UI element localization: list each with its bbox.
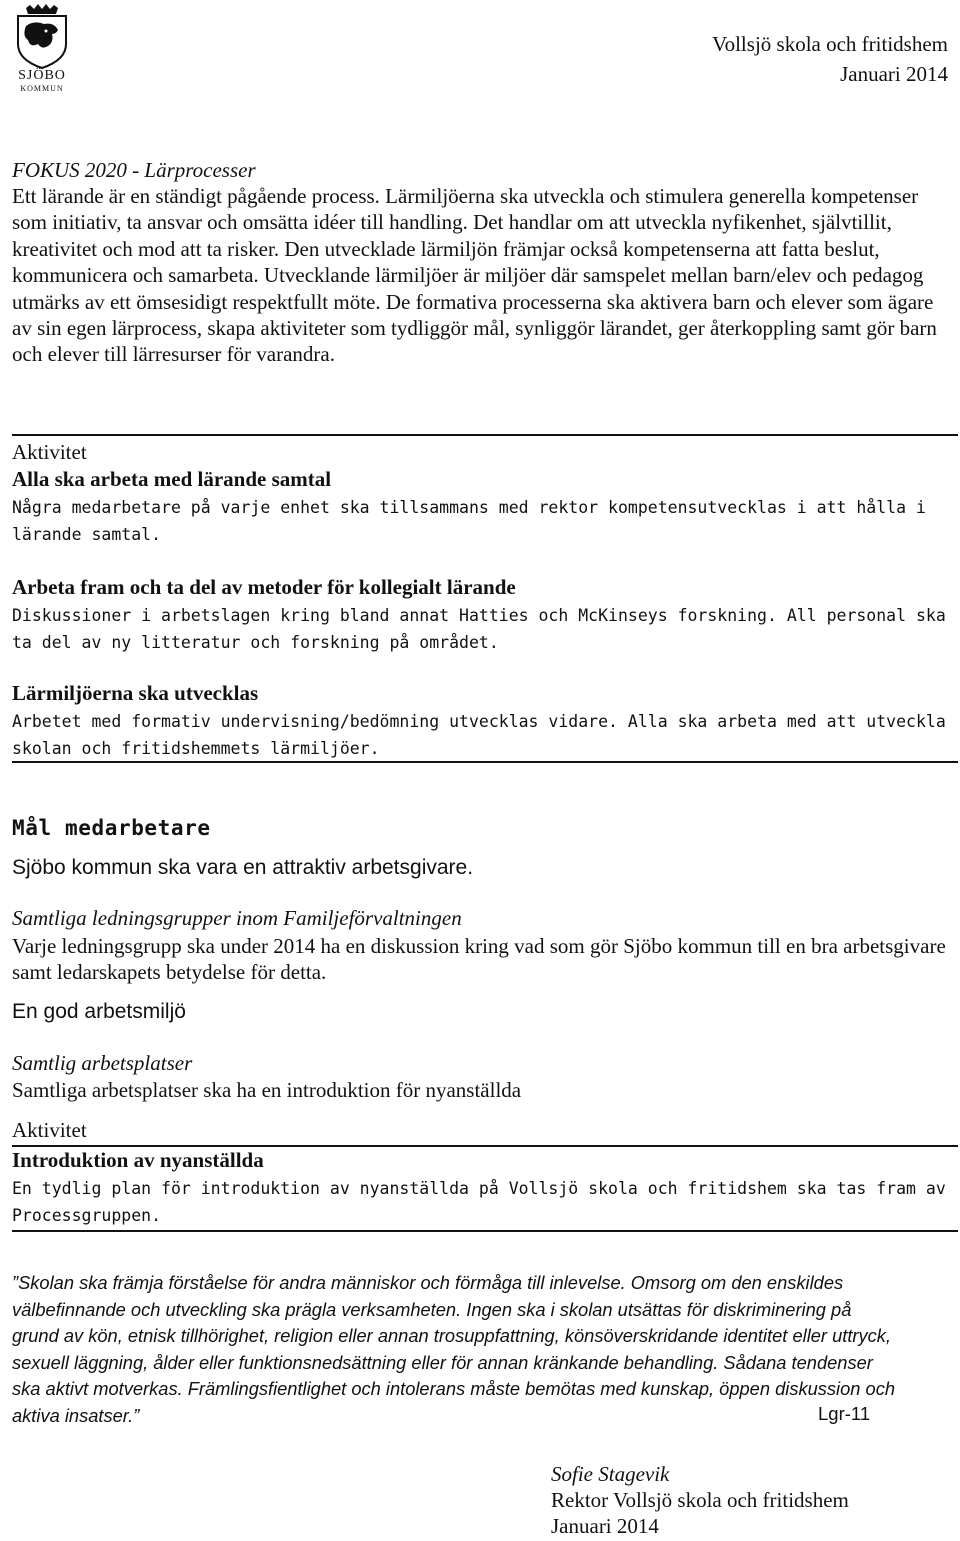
environment-text: En god arbetsmiljö (12, 1000, 186, 1023)
signature-date: Januari 2014 (551, 1514, 659, 1538)
logo-subwordmark: KOMMUN (20, 84, 64, 93)
signature-title: Rektor Vollsjö skola och fritidshem (551, 1488, 849, 1512)
workplaces-text: Samtliga arbetsplatser ska ha en introduktion för nyanställda (12, 1078, 522, 1102)
activity-2-body: Diskussioner i arbetslagen kring bland annat Hatties och McKinseys forskning. All personal ska ta del av ny litteratur och forskning på området. (12, 606, 946, 652)
activity-1-title: Alla ska arbeta med lärande samtal (12, 467, 332, 491)
section-divider-bottom (12, 761, 958, 763)
group-label: Samtliga ledningsgrupper inom Familjeförvaltningen (12, 906, 462, 930)
section-divider-top (12, 434, 958, 436)
quote-source: Lgr-11 (818, 1403, 871, 1424)
section-divider-activity2 (12, 1145, 958, 1147)
activity-2-label: Aktivitet (12, 1118, 87, 1142)
section-divider-quote (12, 1230, 958, 1232)
activity-3-body: Arbetet med formativ undervisning/bedömning utvecklas vidare. Alla ska arbeta med att utveckla skolan och fritidshemmets lärmiljöer. (12, 712, 946, 758)
activity-1-body: Några medarbetare på varje enhet ska tillsammans med rektor kompetensutvecklas i att hålla i lärande samtal. (12, 498, 926, 544)
activity-2-title: Arbeta fram och ta del av metoder för kollegialt lärande (12, 575, 516, 599)
workplaces-label: Samtlig arbetsplatser (12, 1051, 193, 1075)
signature-name: Sofie Stagevik (551, 1462, 670, 1486)
goal-text: Sjöbo kommun ska vara en attraktiv arbetsgivare. (12, 856, 474, 879)
curriculum-quote: ”Skolan ska främja förståelse för andra människor och förmåga till inlevelse. Omsorg om den enskildes välbefinnande och utveckling ska prägla verksamheten. Ingen ska i skolan utsättas för diskriminering på grund av kön, etnisk tillhörighet, religion eller annan trosuppfattning, könsöverskridande identitet eller uttryck, sexuell läggning, ålder eller funktionsnedsättning eller för annan kränkande behandling. Sådana tendenser ska aktivt motverkas. Främlingsfientlighet och intolerans måste bemötas med kunskap, öppen diskussion och aktiva insatser.” (12, 1272, 896, 1426)
intro-body: Ett lärande är en ständigt pågående process. Lärmiljöerna ska utveckla och stimulera generella kompetenser som initiativ, ta ansvar och omsätta idéer till handling. Det handlar om att utveckla nyfikenhet, självtillit, kreativitet och mod att ta risker. Den utvecklade lärmiljön främjar också kompetenserna att fatta beslut, kommunicera och samarbeta. Utvecklande lärmiljöer är miljöer där samspelet mellan barn/elev och pedagog utmärks av ett ömsesidigt respektfullt möte. De formativa processerna ska aktivera barn och elever som ägare av sin egen lärprocess, skapa aktiviteter som tydliggör mål, synliggör lärandet, ger återkoppling samt gör barn och elever till lärresurser för varandra. (12, 184, 937, 367)
goal-heading: Mål medarbetare (12, 816, 211, 840)
activity-3-title: Lärmiljöerna ska utvecklas (12, 681, 259, 705)
group-text: Varje ledningsgrupp ska under 2014 ha en diskussion kring vad som gör Sjöbo kommun till en bra arbetsgivare samt ledarskapets betydelse för detta. (12, 934, 946, 985)
intro-title: FOKUS 2020 - Lärprocesser (12, 158, 256, 182)
introduction-title: Introduktion av nyanställda (12, 1148, 264, 1172)
header-date: Januari 2014 (840, 62, 948, 86)
logo-wordmark: SJÖBO (18, 68, 66, 83)
introduction-body: En tydlig plan för introduktion av nyanställda på Vollsjö skola och fritidshem ska tas fram av Processgruppen. (12, 1179, 946, 1225)
header-school-name: Vollsjö skola och fritidshem (712, 32, 948, 56)
activity-label: Aktivitet (12, 440, 87, 464)
